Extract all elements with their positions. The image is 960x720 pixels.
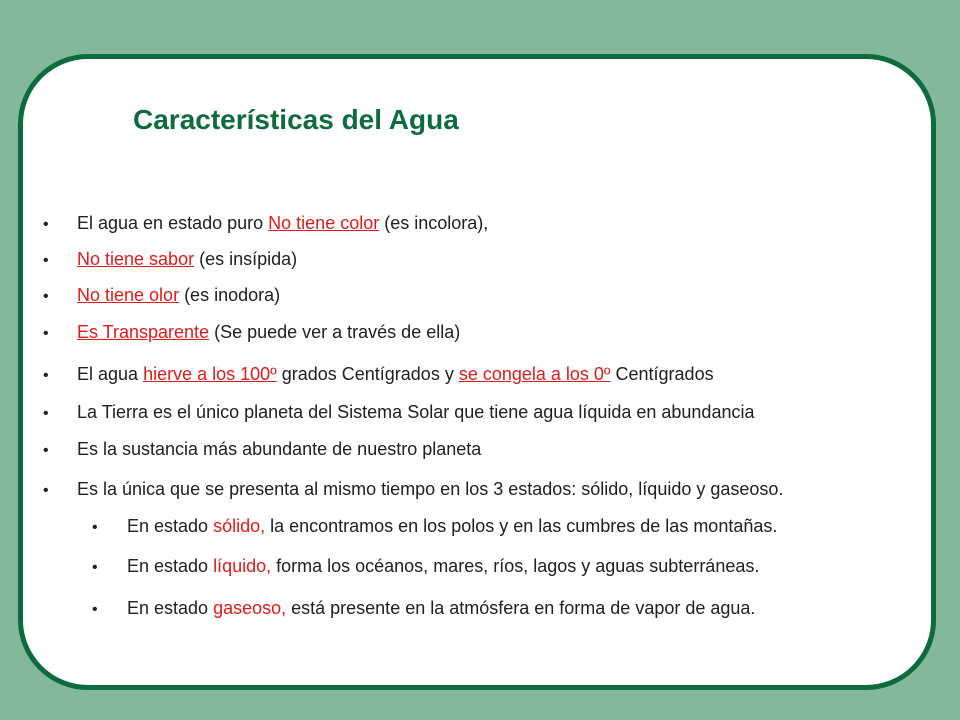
bullet-text: El agua xyxy=(77,364,144,384)
bullet-transparency xyxy=(77,321,460,343)
bullet-text: Es la sustancia más abundante de nuestro planeta xyxy=(77,439,482,459)
bullet-states xyxy=(77,478,783,500)
sub-bullet-marker: • xyxy=(92,519,98,536)
bullet-text: está presente en la atmósfera en forma de vapor de agua. xyxy=(286,598,756,618)
highlight-text: No tiene olor xyxy=(77,285,180,305)
slide-title: Características del Agua xyxy=(133,104,459,135)
sub-bullet-gas xyxy=(127,597,755,619)
sub-bullet-liquid xyxy=(127,555,759,577)
bullet-marker: • xyxy=(43,216,49,233)
bullet-text: En estado xyxy=(127,556,214,576)
bullet-marker: • xyxy=(43,252,49,269)
bullet-marker: • xyxy=(43,288,49,305)
bullet-text: forma los océanos, mares, ríos, lagos y aguas subterráneas. xyxy=(271,556,760,576)
sub-bullet-marker: • xyxy=(92,601,98,618)
bullet-text: El agua en estado puro xyxy=(77,213,269,233)
bullet-text: Es la única que se presenta al mismo tiempo en los 3 estados: sólido, líquido y gaseoso. xyxy=(77,479,784,499)
highlight-text: sólido, xyxy=(213,516,266,536)
sub-bullet-solid xyxy=(127,515,777,537)
bullet-text: En estado xyxy=(127,516,214,536)
bullet-marker: • xyxy=(43,325,49,342)
bullet-marker: • xyxy=(43,405,49,422)
highlight-text: gaseoso, xyxy=(213,598,287,618)
bullet-text: (es insípida) xyxy=(194,249,298,269)
bullet-text: La Tierra es el único planeta del Sistema Solar que tiene agua líquida en abundancia xyxy=(77,402,755,422)
bullet-marker: • xyxy=(43,442,49,459)
bullet-text: En estado xyxy=(127,598,214,618)
highlight-text: se congela a los 0º xyxy=(458,364,611,384)
bullet-text: (es inodora) xyxy=(179,285,281,305)
highlight-text: No tiene sabor xyxy=(77,249,195,269)
highlight-text: hierve a los 100º xyxy=(143,364,277,384)
bullet-smell xyxy=(77,284,280,306)
bullet-marker: • xyxy=(43,367,49,384)
bullet-text: (Se puede ver a través de ella) xyxy=(209,322,461,342)
bullet-text: la encontramos en los polos y en las cumbres de las montañas. xyxy=(265,516,778,536)
bullet-taste xyxy=(77,248,297,270)
highlight-text: No tiene color xyxy=(268,213,380,233)
sub-bullet-marker: • xyxy=(92,559,98,576)
bullet-temperature xyxy=(77,363,714,385)
bullet-abundance xyxy=(77,438,481,460)
highlight-text: líquido, xyxy=(213,556,272,576)
bullet-text: (es incolora), xyxy=(379,213,489,233)
bullet-text: Centígrados xyxy=(610,364,714,384)
highlight-text: Es Transparente xyxy=(77,322,210,342)
bullet-color xyxy=(77,212,488,234)
bullet-text: grados Centígrados y xyxy=(276,364,459,384)
bullet-marker: • xyxy=(43,482,49,499)
bullet-earth xyxy=(77,401,754,423)
